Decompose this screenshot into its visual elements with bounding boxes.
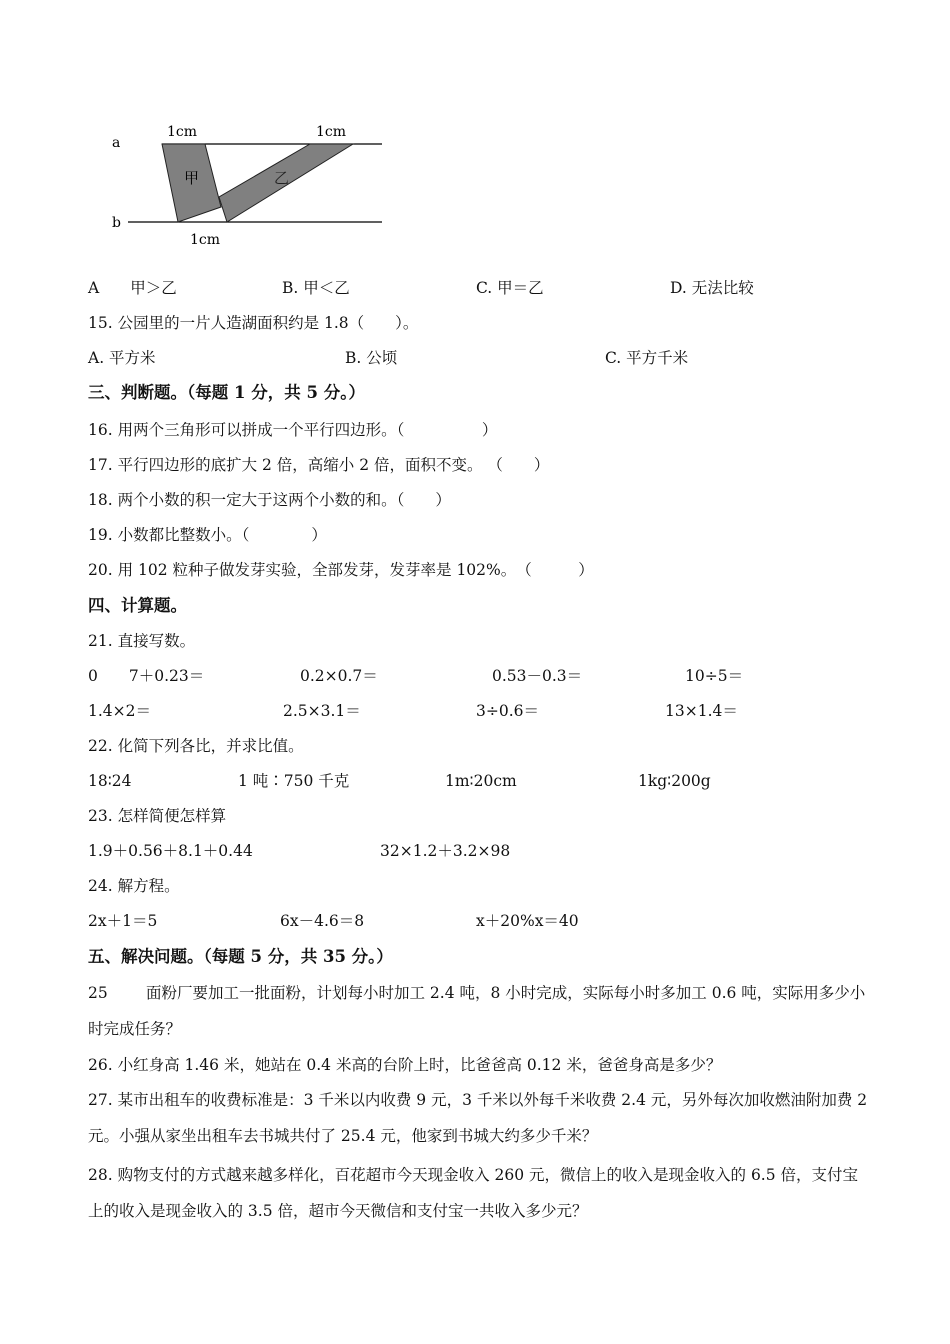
- q21-item: 13×1.4＝: [665, 702, 738, 720]
- q14-option-a: A 甲＞乙: [88, 279, 177, 297]
- q21-item: 0.53－0.3＝: [492, 667, 583, 685]
- label-bottom-1cm: 1cm: [190, 232, 221, 248]
- section3-title: 三、判断题。（每题 1 分，共 5 分。）: [88, 383, 365, 402]
- section4-title: 四、计算题。: [88, 596, 187, 615]
- q21-item: 1.4×2＝: [88, 702, 151, 720]
- q15-option-b: B. 公顷: [345, 349, 398, 367]
- q28: 28. 购物支付的方式越来越多样化，百花超市今天现金收入 260 元，微信上的收入是现金收入的 6.5 倍，支付宝上的收入是现金收入的 3.5 倍，超市今天微信和支付宝一共收入多少元？: [88, 1166, 859, 1220]
- label-top-right-1cm: 1cm: [316, 124, 347, 140]
- q19: 19. 小数都比整数小。（ ）: [88, 526, 327, 544]
- parallel-lines-figure: [100, 112, 400, 252]
- q14-option-b: B. 甲＜乙: [282, 279, 350, 297]
- q14-option-c: C. 甲＝乙: [476, 279, 544, 297]
- q21-text: 21. 直接写数。: [88, 632, 196, 650]
- q24-item: x＋20%x＝40: [476, 912, 579, 930]
- q20: 20. 用 102 粒种子做发芽实验，全部发芽，发芽率是 102%。 （ ）: [88, 561, 594, 579]
- q24-item: 2x＋1＝5: [88, 912, 158, 930]
- q22-item: 1kg∶200g: [638, 772, 711, 790]
- q23-item: 1.9＋0.56＋8.1＋0.44: [88, 842, 253, 860]
- q15-option-a: A. 平方米: [88, 349, 156, 367]
- label-a: a: [112, 135, 121, 151]
- q21-item: 0.2×0.7＝: [300, 667, 378, 685]
- label-top-left-1cm: 1cm: [167, 124, 198, 140]
- q21-item: 0 7＋0.23＝: [88, 667, 205, 685]
- q17: 17. 平行四边形的底扩大 2 倍，高缩小 2 倍，面积不变。 （ ）: [88, 456, 550, 474]
- q22-item: 1 吨∶750 千克: [238, 772, 350, 790]
- q15-option-c: C. 平方千米: [605, 349, 689, 367]
- q21-item: 2.5×3.1＝: [283, 702, 361, 720]
- q25-text: 面粉厂要加工一批面粉，计划每小时加工 2.4 吨，8 小时完成，实际每小时多加工 0.6 吨，实际用多少小时完成任务？: [88, 984, 866, 1038]
- q21-item: 10÷5＝: [685, 667, 744, 685]
- q22-text: 22. 化简下列各比，并求比值。: [88, 737, 304, 755]
- q25: [88, 975, 868, 1047]
- q22-item: 18∶24: [88, 772, 132, 790]
- q14-option-d: D. 无法比较: [670, 279, 754, 297]
- section5-title: 五、解决问题。（每题 5 分，共 35 分。）: [88, 947, 393, 966]
- q23-text: 23. 怎样简便怎样算: [88, 807, 227, 825]
- q24-item: 6x－4.6＝8: [280, 912, 365, 930]
- label-yi: 乙: [274, 169, 290, 187]
- q22-item: 1m∶20cm: [445, 772, 517, 790]
- q26: 26. 小红身高 1.46 米，她站在 0.4 米高的台阶上时，比爸爸高 0.12 米，爸爸身高是多少？: [88, 1056, 722, 1074]
- label-b: b: [112, 215, 121, 231]
- q21-item: 3÷0.6＝: [476, 702, 539, 720]
- q25-number: 25: [88, 984, 108, 1002]
- q27: 27. 某市出租车的收费标准是：3 千米以内收费 9 元，3 千米以外每千米收费 2.4 元，另外每次加收燃油附加费 2 元。小强从家坐出租车去书城共付了 25.4 元，他家到书城大约多少千米？: [88, 1091, 868, 1145]
- q24-text: 24. 解方程。: [88, 877, 180, 895]
- q16: 16. 用两个三角形可以拼成一个平行四边形。（ ）: [88, 421, 498, 439]
- q23-item: 32×1.2＋3.2×98: [380, 842, 511, 860]
- q15-text: 15. 公园里的一片人造湖面积约是 1.8（ ）。: [88, 314, 419, 332]
- q18: 18. 两个小数的积一定大于这两个小数的和。（ ）: [88, 491, 451, 509]
- label-jia: 甲: [184, 169, 200, 187]
